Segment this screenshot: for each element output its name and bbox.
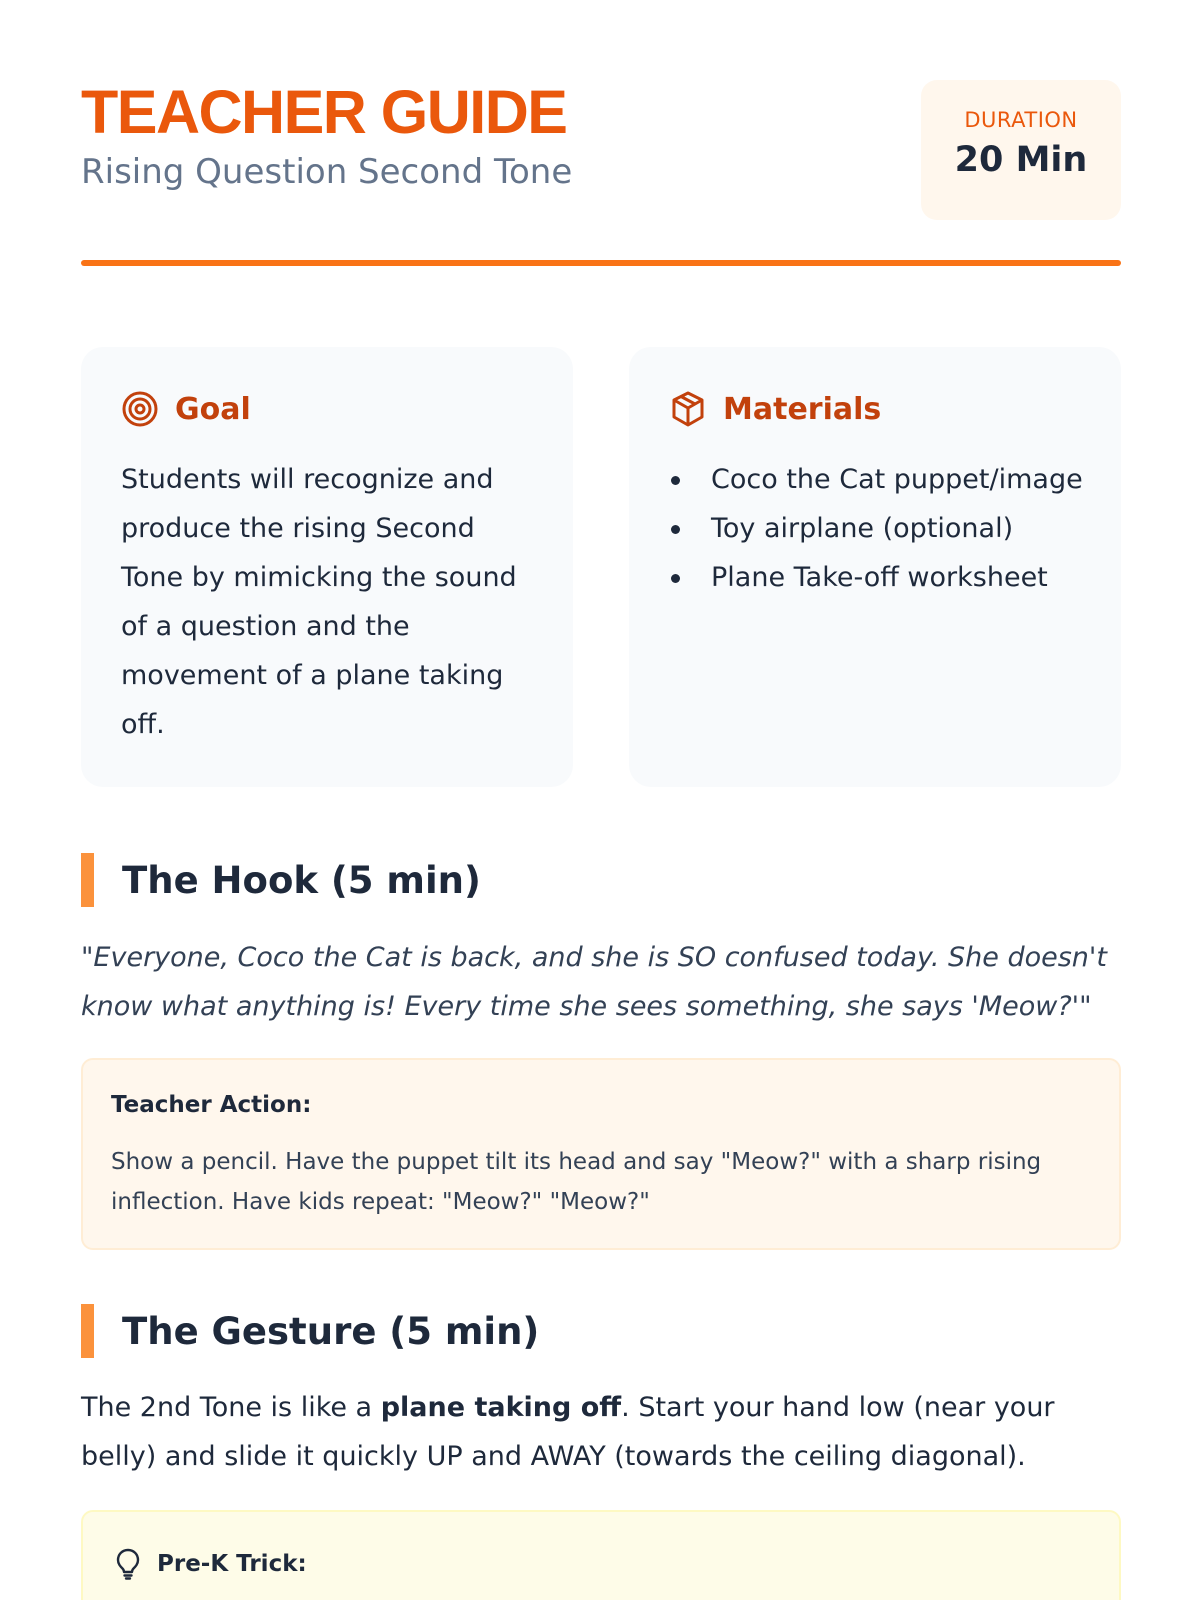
teacher-action-title: Teacher Action: [111,1092,312,1118]
goal-card [81,347,573,787]
materials-card-header [669,389,881,429]
goal-text: Students will recognize and produce the rising Second Tone by mimicking the sound of a question and the movement of a plane taking off. [121,464,517,740]
duration-badge [921,80,1121,220]
lightbulb-icon [115,1548,141,1580]
gesture-text-after: . Start your hand low (near your belly) and slide it quickly UP and AWAY (towards the ceiling diagonal). [81,1392,1055,1472]
teacher-action-text: Show a pencil. Have the puppet tilt its head and say "Meow?" with a sharp rising inflection. Have kids repeat: "Meow?" "Meow?" [111,1149,1042,1215]
package-icon [669,390,707,428]
pre-k-trick-box [81,1510,1121,1600]
hook-quote: "Everyone, Coco the Cat is back, and she is SO confused today. She doesn't know what anything is! Every time she sees something, she says 'Meow?'" [81,942,1107,1022]
hook-title: The Hook (5 min) [122,858,481,902]
duration-label: DURATION [964,108,1078,132]
materials-card [629,347,1121,787]
gesture-text-before: The 2nd Tone is like a [81,1392,381,1423]
section-accent-bar [81,853,94,907]
page-title: TEACHER GUIDE [81,78,567,146]
materials-title: Materials [723,391,882,427]
list-item: Coco the Cat puppet/image [669,455,1099,504]
page-subtitle: Rising Question Second Tone [81,152,573,192]
section-accent-bar [81,1304,94,1358]
materials-list [669,455,1099,602]
gesture-text-bold: plane taking off [380,1392,622,1423]
page-header [81,80,1121,220]
pre-k-trick-header [115,1548,307,1580]
goal-card-header [121,389,251,429]
hook-section-header [81,853,481,907]
gesture-section-header [81,1304,539,1358]
teacher-action-box [81,1058,1121,1250]
gesture-text [81,1383,1121,1481]
list-item: Plane Take-off worksheet [669,553,1099,602]
target-icon [121,390,159,428]
header-divider [81,260,1121,266]
pre-k-trick-title: Pre-K Trick: [157,1551,307,1577]
goal-title: Goal [175,391,251,427]
gesture-title: The Gesture (5 min) [122,1309,540,1353]
list-item: Toy airplane (optional) [669,504,1099,553]
duration-value: 20 Min [954,140,1088,180]
